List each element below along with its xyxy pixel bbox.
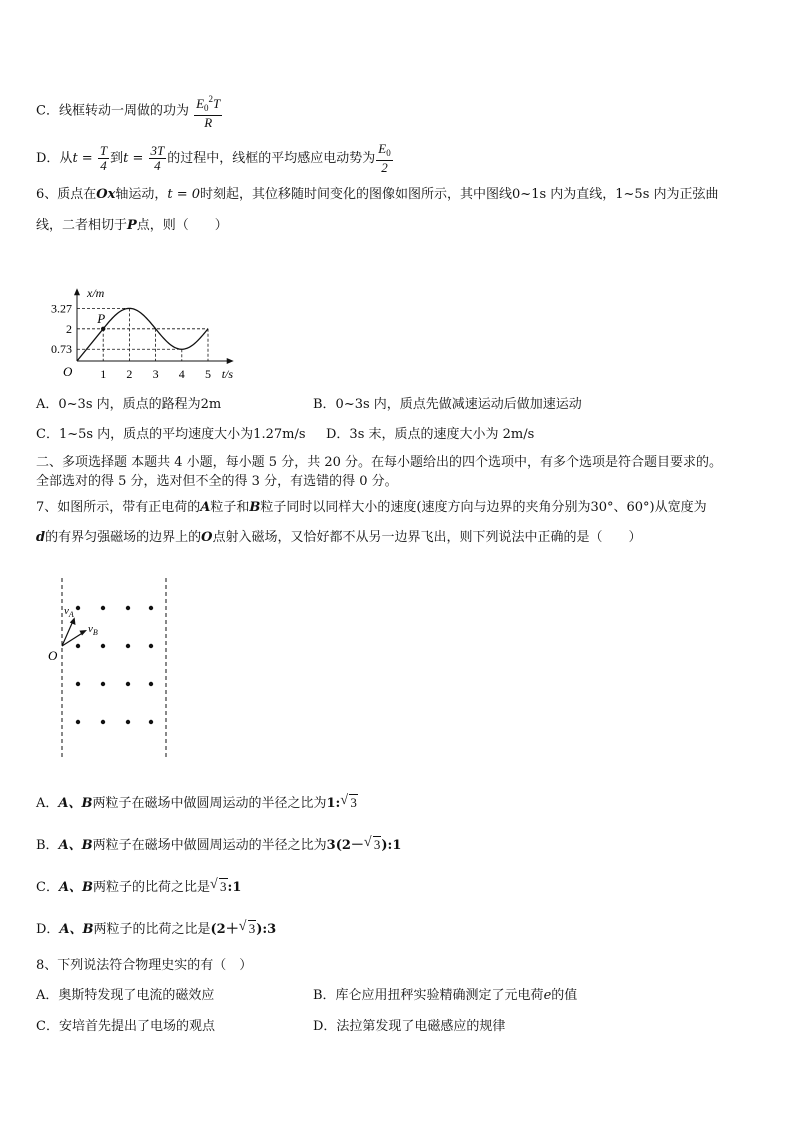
q8-option-d: D．法拉第发现了电磁感应的规律 [313, 1019, 506, 1034]
q6-option-b: B．0~3s 内，质点先做减速运动后做加速运动 [313, 397, 582, 412]
y-tick-label: 0.73 [51, 342, 72, 357]
fig-va-label: $v_A$ [64, 605, 74, 619]
q6-option-d: D．3s 末，质点的速度大小为 2m/s [326, 427, 535, 442]
x-tick-label: 2 [126, 367, 133, 381]
point-p-label: P [97, 310, 106, 326]
q8-option-a: A．奥斯特发现了电流的磁效应 [36, 988, 215, 1003]
q5-c-fraction: $\frac{E_0^2T}{R}$ [196, 94, 221, 130]
y-axis-arrow [74, 288, 80, 295]
x-tick-label: 5 [205, 367, 211, 381]
q7-option-a: A．A、B两粒子在磁场中做圆周运动的半径之比为1: √ 3 [36, 793, 357, 811]
q7-option-d: D．A、B两粒子的比荷之比是(2＋ √ 3):3 [36, 919, 277, 937]
x-axis-arrow [227, 358, 234, 364]
fig-vb-label: $v_B$ [88, 623, 98, 637]
x-tick-label: 1 [100, 367, 107, 381]
x-axis-label: t/s [221, 367, 234, 381]
q6-option-a: A．0~3s 内，质点的路程为2m [36, 397, 222, 412]
q7-option-b: B．A、B两粒子在磁场中做圆周运动的半径之比为3(2－ √ 3):1 [36, 835, 402, 853]
fig-origin-label: O [48, 648, 58, 663]
q5-c-prefix: C．线框转动一周做的功为 [36, 103, 189, 119]
q6-option-c: C．1~5s 内，质点的平均速度大小为1.27m/s [36, 427, 306, 442]
q6-stem-line1: 6、质点在Ox轴运动，t = 0时刻起，其位移随时间变化的图像如图所示，其中图线0~1s 内为直线，1~5s 内为正弦曲 [36, 187, 719, 202]
q8-option-c: C．安培首先提出了电场的观点 [36, 1019, 215, 1034]
q7-stem-line2: d的有界匀强磁场的边界上的O点射入磁场，又恰好都不从另一边界飞出，则下列说法中正确的是（ ） [36, 530, 642, 545]
y-axis-label: x/m [87, 286, 105, 301]
y-tick-label: 3.27 [51, 301, 72, 316]
displacement-time-chart [40, 244, 260, 384]
magnetic-field-figure [40, 572, 180, 762]
x-tick-label: 3 [152, 367, 159, 381]
origin-label: O [63, 364, 73, 379]
point-p [101, 327, 105, 331]
section2-line2: 全部选对的得 5 分，选对但不全的得 3 分，有选错的得 0 分。 [36, 474, 398, 489]
q6-stem-line2: 线，二者相切于P点，则（ ） [36, 218, 228, 233]
series-line-segment [77, 329, 103, 361]
q7-option-c: C．A、B两粒子的比荷之比是 √ 3:1 [36, 877, 242, 895]
section2-line1: 二、多项选择题 本题共 4 小题，每小题 5 分，共 20 分。在每小题给出的四个选项中，有多个选项是符合题目要求的。 [36, 455, 723, 470]
q8-stem: 8、下列说法符合物理史实的有（ ） [36, 958, 253, 973]
q7-stem-line1: 7、如图所示，带有正电荷的A粒子和B粒子同时以同样大小的速度(速度方向与边界的夹角分别为30°、60°)从宽度为 [36, 500, 707, 515]
q8-option-b: B．库仑应用扭秤实验精确测定了元电荷e的值 [313, 988, 578, 1003]
x-tick-label: 4 [178, 367, 185, 381]
q5-option-c [36, 92, 223, 130]
q5-option-d: D．从t = $\frac{T}{4}$ 到t = $\frac{3T}{4}$ 的过程中，线框的平均感应电动势为 $\frac{E_0}{2}$ [36, 141, 391, 175]
y-tick-label: 2 [66, 321, 72, 336]
